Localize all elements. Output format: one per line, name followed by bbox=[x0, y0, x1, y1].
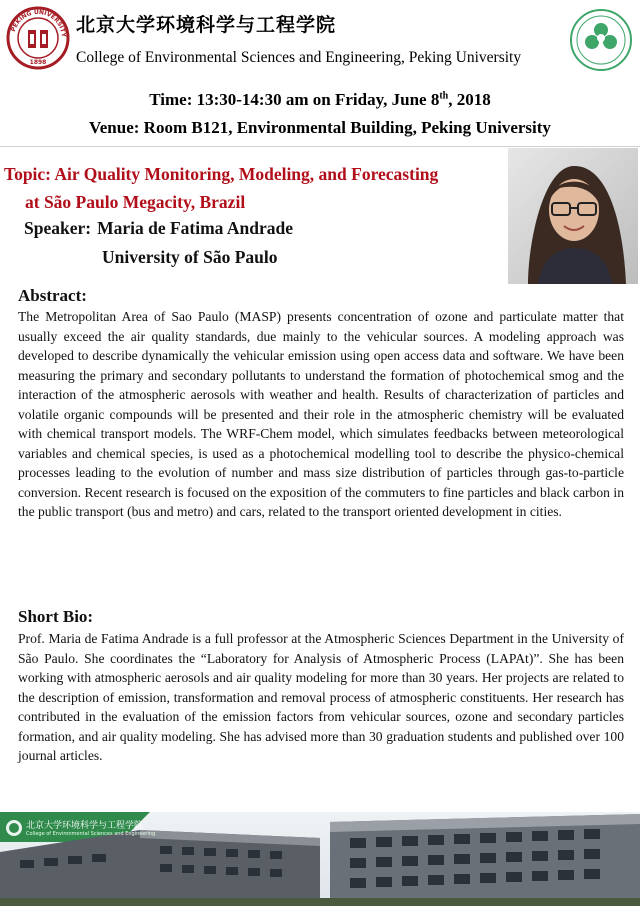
env-college-logo-icon bbox=[568, 8, 634, 72]
event-time: Time: 13:30-14:30 am on Friday, June 8th, 2018 bbox=[149, 90, 491, 109]
abstract-body: The Metropolitan Area of Sao Paulo (MASP) presents concentration of ozone and particulate matter that usually exceed the air quality standards, due mainly to the vehicular sources. A modeling approach was developed to describe dynamically the vehicular emission using open access data and software. We have been measuring the primary and secondary pollutants to understand the formation of photochemical smog and the interaction of the atmospheric aerosols with weather and health. Results of characterization of particles and volatile organic compounds will be presented and their role in the atmospheric chemistry will be evaluated with chemical transport models. The WRF-Chem model, which simulates feedbacks between meteorological variables and chemical species, is used as a photochemical modelling tool to describe the physico-chemical processes leading to the evolution of number and mass size distribution of particles through gas-to-particle conversion. Recent research is focused on the exposition of the commuters to fine particles and black carbon in the public transport (bus and metro) and cars, related to the transport oriented development in cities. bbox=[18, 309, 624, 519]
banner-college-name-english: College of Environmental Sciences and Engineering bbox=[26, 831, 156, 837]
speaker-label: Speaker: bbox=[24, 218, 92, 238]
abstract-heading: Abstract: bbox=[18, 286, 87, 305]
bio-body: Prof. Maria de Fatima Andrade is a full professor at the Atmospheric Sciences Department in the University of São Paulo. She coordinates the “Laboratory for Analysis of Atmospheric Process (LAPAt)”. She has been working with atmospheric aerosols and air quality modeling for more than 30 years. Her projects are related to the description of emission, transformation and removal process of atmospheric constituents. Her research has contributed in the evaluation of the emission factors from vehicular sources, ozone and secondary particles formation, and air quality modeling. She has advised more than 30 graduation students and published over 100 journal articles. bbox=[18, 631, 624, 763]
event-venue: Venue: Room B121, Environmental Building, Peking University bbox=[89, 118, 551, 137]
speaker-photo bbox=[508, 148, 638, 284]
speaker bbox=[24, 218, 293, 239]
topic-line-2: at São Paulo Megacity, Brazil bbox=[25, 192, 246, 212]
svg-text:PEKING UNIVERSITY: PEKING UNIVERSITY bbox=[9, 8, 68, 38]
college-name-chinese: 北京大学环境科学与工程学院 bbox=[76, 14, 337, 36]
college-name-english: College of Environmental Sciences and Engineering, Peking University bbox=[76, 49, 522, 66]
bio-heading: Short Bio: bbox=[18, 607, 94, 626]
svg-text:1898: 1898 bbox=[29, 59, 47, 66]
speaker-name: Maria de Fatima Andrade bbox=[97, 218, 293, 238]
banner-college-name-chinese: 北京大学环境科学与工程学院 bbox=[26, 821, 144, 831]
header-divider bbox=[0, 146, 640, 147]
speaker-affiliation: University of São Paulo bbox=[102, 247, 278, 267]
topic-line-1: Topic: Air Quality Monitoring, Modeling, and Forecasting bbox=[4, 164, 439, 184]
talk-topic bbox=[4, 160, 438, 216]
pku-seal-icon bbox=[6, 6, 70, 70]
